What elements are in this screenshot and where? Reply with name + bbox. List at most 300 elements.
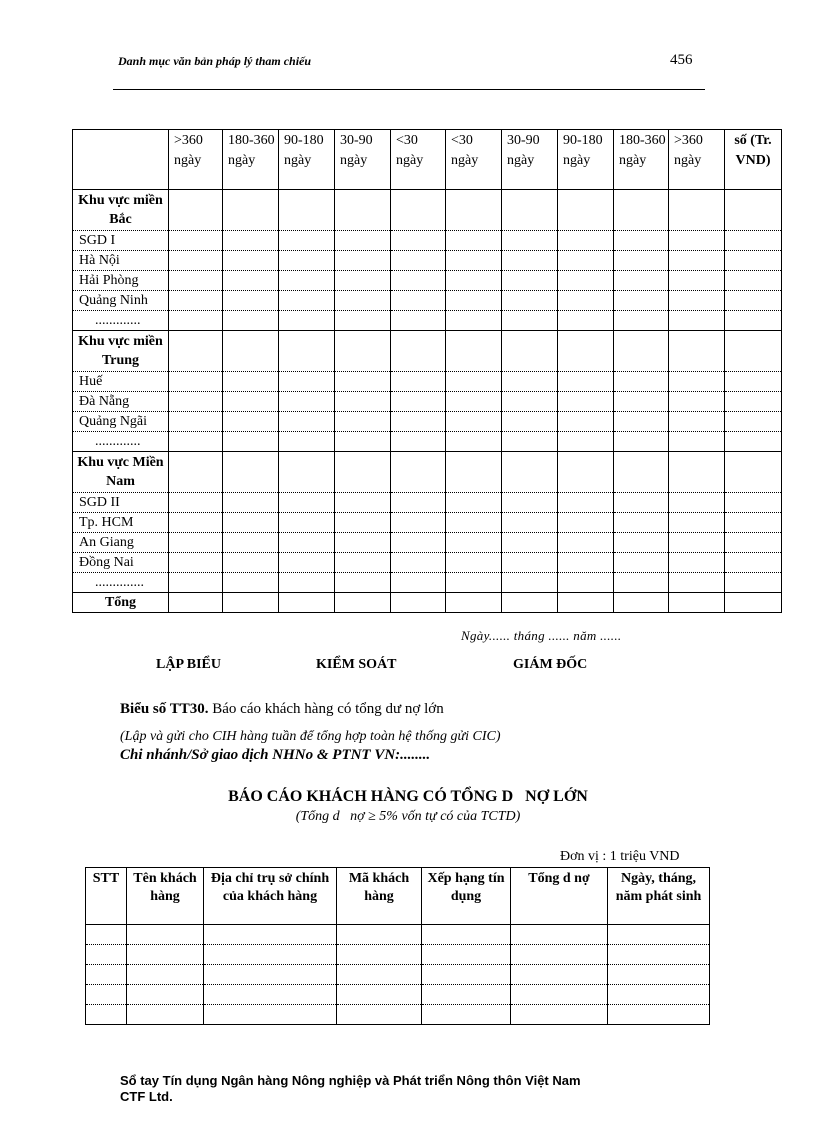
region-row xyxy=(73,331,782,372)
data-cell xyxy=(223,452,279,493)
page-number: 456 xyxy=(670,52,693,68)
header-divider xyxy=(113,89,705,90)
table-row xyxy=(86,965,710,985)
form-code: Biểu số TT30. xyxy=(120,701,209,717)
data-cell xyxy=(558,251,614,271)
data-cell xyxy=(725,372,782,392)
data-cell xyxy=(422,925,511,945)
data-cell xyxy=(446,553,502,573)
data-cell xyxy=(669,573,725,593)
branch-label: Hà Nội xyxy=(73,251,169,271)
data-cell xyxy=(391,432,446,452)
data-cell xyxy=(502,513,558,533)
data-cell xyxy=(391,291,446,311)
data-cell xyxy=(558,493,614,513)
region-row xyxy=(73,190,782,231)
data-cell xyxy=(725,190,782,231)
data-cell xyxy=(335,331,391,372)
branch-label: Đà Nẵng xyxy=(73,392,169,412)
data-cell xyxy=(223,311,279,331)
data-cell xyxy=(223,573,279,593)
data-cell xyxy=(446,331,502,372)
data-cell xyxy=(169,533,223,553)
data-cell xyxy=(502,412,558,432)
data-cell xyxy=(614,291,669,311)
table-row xyxy=(73,493,782,513)
data-cell xyxy=(169,331,223,372)
data-cell xyxy=(223,251,279,271)
data-cell xyxy=(614,251,669,271)
data-cell xyxy=(502,493,558,513)
data-cell xyxy=(279,412,335,432)
data-cell xyxy=(446,392,502,412)
data-cell xyxy=(169,432,223,452)
branch-label: Đồng Nai xyxy=(73,553,169,573)
table-row xyxy=(73,553,782,573)
data-cell xyxy=(558,331,614,372)
data-cell xyxy=(337,925,422,945)
data-cell xyxy=(279,291,335,311)
form-note: (Lập và gửi cho CIH hàng tuần để tổng hợp toàn hệ thống gửi CIC) xyxy=(120,729,501,744)
data-cell xyxy=(169,231,223,251)
data-cell xyxy=(725,271,782,291)
report-subtitle: (Tổng d nợ ≥ 5% vốn tự có của TCTD) xyxy=(295,809,521,824)
data-cell xyxy=(169,513,223,533)
data-cell xyxy=(391,271,446,291)
data-cell xyxy=(614,372,669,392)
data-cell xyxy=(558,553,614,573)
data-cell xyxy=(446,372,502,392)
table-row xyxy=(73,513,782,533)
table-row xyxy=(73,372,782,392)
data-cell xyxy=(391,553,446,573)
data-cell xyxy=(279,533,335,553)
data-cell xyxy=(669,251,725,271)
data-cell xyxy=(725,533,782,553)
data-cell xyxy=(204,985,337,1005)
data-cell xyxy=(279,271,335,291)
data-cell xyxy=(335,452,391,493)
data-cell xyxy=(502,452,558,493)
data-cell xyxy=(223,291,279,311)
branch-label: ............. xyxy=(73,311,169,331)
data-cell xyxy=(204,965,337,985)
data-cell xyxy=(335,493,391,513)
large-debtor-table xyxy=(85,867,710,1025)
data-cell xyxy=(725,593,782,613)
data-cell xyxy=(337,1005,422,1025)
column-header: 90-180 ngày xyxy=(279,130,335,190)
data-cell xyxy=(558,311,614,331)
total-label: Tổng xyxy=(73,593,169,613)
data-cell xyxy=(614,412,669,432)
data-cell xyxy=(335,573,391,593)
data-cell xyxy=(391,573,446,593)
table-row xyxy=(73,291,782,311)
data-cell xyxy=(669,513,725,533)
data-cell xyxy=(502,372,558,392)
data-cell xyxy=(725,251,782,271)
data-cell xyxy=(725,513,782,533)
data-cell xyxy=(204,925,337,945)
data-cell xyxy=(669,432,725,452)
data-cell xyxy=(279,372,335,392)
data-cell xyxy=(725,311,782,331)
data-cell xyxy=(502,331,558,372)
data-cell xyxy=(223,231,279,251)
data-cell xyxy=(669,231,725,251)
data-cell xyxy=(669,190,725,231)
data-cell xyxy=(223,392,279,412)
form-title-text: Báo cáo khách hàng có tổng dư nợ lớn xyxy=(212,701,444,717)
data-cell xyxy=(614,533,669,553)
data-cell xyxy=(335,372,391,392)
data-cell xyxy=(725,493,782,513)
data-cell xyxy=(614,573,669,593)
table-row xyxy=(73,311,782,331)
table-row xyxy=(73,533,782,553)
data-cell xyxy=(279,331,335,372)
data-cell xyxy=(279,190,335,231)
data-cell xyxy=(422,965,511,985)
data-cell xyxy=(335,271,391,291)
data-cell xyxy=(169,573,223,593)
branch-label: Quảng Ngãi xyxy=(73,412,169,432)
data-cell xyxy=(511,985,608,1005)
branch-label: Tp. HCM xyxy=(73,513,169,533)
data-cell xyxy=(86,985,127,1005)
branch-label: Quảng Ninh xyxy=(73,291,169,311)
data-cell xyxy=(279,593,335,613)
data-cell xyxy=(669,412,725,432)
data-cell xyxy=(169,392,223,412)
data-cell xyxy=(614,553,669,573)
data-cell xyxy=(127,985,204,1005)
footer-line-2: CTF Ltd. xyxy=(120,1089,173,1104)
footer xyxy=(120,1073,581,1105)
data-cell xyxy=(608,965,710,985)
table-row xyxy=(73,432,782,452)
data-cell xyxy=(223,493,279,513)
column-header: Xếp hạng tín dụng xyxy=(422,868,511,925)
data-cell xyxy=(669,291,725,311)
table-row xyxy=(73,271,782,291)
data-cell xyxy=(169,271,223,291)
data-cell xyxy=(446,432,502,452)
column-header: 90-180 ngày xyxy=(558,130,614,190)
data-cell xyxy=(446,573,502,593)
data-cell xyxy=(391,372,446,392)
data-cell xyxy=(725,553,782,573)
table-header-row xyxy=(86,868,710,925)
data-cell xyxy=(391,593,446,613)
signature-prepared-by: LẬP BIỂU xyxy=(156,657,221,672)
data-cell xyxy=(446,493,502,513)
branch-label: Hải Phòng xyxy=(73,271,169,291)
column-header: số (Tr. VND) xyxy=(725,130,782,190)
data-cell xyxy=(279,553,335,573)
data-cell xyxy=(558,392,614,412)
data-cell xyxy=(511,965,608,985)
column-header: STT xyxy=(86,868,127,925)
data-cell xyxy=(169,311,223,331)
data-cell xyxy=(558,452,614,493)
data-cell xyxy=(391,412,446,432)
data-cell xyxy=(446,291,502,311)
data-cell xyxy=(446,412,502,432)
column-header: 180-360 ngày xyxy=(223,130,279,190)
data-cell xyxy=(223,533,279,553)
column-header: Mã khách hàng xyxy=(337,868,422,925)
branch-label: An Giang xyxy=(73,533,169,553)
branch-label: SGD II xyxy=(73,493,169,513)
data-cell xyxy=(502,251,558,271)
data-cell xyxy=(335,190,391,231)
column-header: <30 ngày xyxy=(446,130,502,190)
table-row xyxy=(73,412,782,432)
table-row xyxy=(86,945,710,965)
data-cell xyxy=(558,190,614,231)
data-cell xyxy=(279,231,335,251)
branch-label: SGD I xyxy=(73,231,169,251)
data-cell xyxy=(127,965,204,985)
data-cell xyxy=(614,190,669,231)
data-cell xyxy=(169,452,223,493)
data-cell xyxy=(86,965,127,985)
column-header: Tổng d nợ xyxy=(511,868,608,925)
data-cell xyxy=(502,573,558,593)
data-cell xyxy=(279,432,335,452)
data-cell xyxy=(223,432,279,452)
data-cell xyxy=(614,331,669,372)
region-row xyxy=(73,452,782,493)
data-cell xyxy=(223,190,279,231)
data-cell xyxy=(502,533,558,553)
data-cell xyxy=(335,291,391,311)
data-cell xyxy=(204,1005,337,1025)
table-row xyxy=(86,1005,710,1025)
data-cell xyxy=(558,291,614,311)
data-cell xyxy=(502,311,558,331)
data-cell xyxy=(614,271,669,291)
data-cell xyxy=(335,593,391,613)
data-cell xyxy=(558,593,614,613)
table-row xyxy=(73,392,782,412)
data-cell xyxy=(725,392,782,412)
data-cell xyxy=(669,593,725,613)
data-cell xyxy=(725,412,782,432)
corner-cell xyxy=(73,130,169,190)
column-header: 180-360 ngày xyxy=(614,130,669,190)
branch-label: .............. xyxy=(73,573,169,593)
data-cell xyxy=(725,331,782,372)
data-cell xyxy=(335,513,391,533)
data-cell xyxy=(169,251,223,271)
table-row xyxy=(73,251,782,271)
data-cell xyxy=(279,392,335,412)
data-cell xyxy=(446,190,502,231)
signature-controlled-by: KIỂM SOÁT xyxy=(316,657,397,672)
footer-line-1: Sổ tay Tín dụng Ngân hàng Nông nghiệp và Phát triển Nông thôn Việt Nam xyxy=(120,1073,581,1088)
column-header: >360 ngày xyxy=(169,130,223,190)
data-cell xyxy=(502,291,558,311)
data-cell xyxy=(335,311,391,331)
data-cell xyxy=(169,553,223,573)
data-cell xyxy=(223,271,279,291)
column-header: 30-90 ngày xyxy=(335,130,391,190)
data-cell xyxy=(127,945,204,965)
data-cell xyxy=(335,231,391,251)
data-cell xyxy=(558,271,614,291)
total-row xyxy=(73,593,782,613)
data-cell xyxy=(669,493,725,513)
data-cell xyxy=(511,1005,608,1025)
data-cell xyxy=(608,925,710,945)
data-cell xyxy=(502,432,558,452)
data-cell xyxy=(279,311,335,331)
data-cell xyxy=(608,985,710,1005)
data-cell xyxy=(279,251,335,271)
data-cell xyxy=(446,452,502,493)
data-cell xyxy=(422,945,511,965)
data-cell xyxy=(337,985,422,1005)
column-header: >360 ngày xyxy=(669,130,725,190)
data-cell xyxy=(337,945,422,965)
data-cell xyxy=(86,945,127,965)
data-cell xyxy=(127,925,204,945)
data-cell xyxy=(725,432,782,452)
data-cell xyxy=(725,573,782,593)
data-cell xyxy=(335,251,391,271)
column-header: 30-90 ngày xyxy=(502,130,558,190)
region-label: Khu vực Miền Nam xyxy=(73,452,169,493)
data-cell xyxy=(502,271,558,291)
data-cell xyxy=(669,533,725,553)
table-row xyxy=(86,985,710,1005)
data-cell xyxy=(279,452,335,493)
data-cell xyxy=(391,533,446,553)
branch-label: ............. xyxy=(73,432,169,452)
data-cell xyxy=(279,513,335,533)
column-header: <30 ngày xyxy=(391,130,446,190)
data-cell xyxy=(669,331,725,372)
data-cell xyxy=(169,493,223,513)
data-cell xyxy=(169,190,223,231)
data-cell xyxy=(169,412,223,432)
data-cell xyxy=(558,231,614,251)
data-cell xyxy=(669,452,725,493)
data-cell xyxy=(391,452,446,493)
data-cell xyxy=(335,412,391,432)
data-cell xyxy=(391,513,446,533)
data-cell xyxy=(558,573,614,593)
data-cell xyxy=(558,513,614,533)
data-cell xyxy=(446,251,502,271)
data-cell xyxy=(446,231,502,251)
data-cell xyxy=(223,553,279,573)
table-row xyxy=(73,231,782,251)
report-title: BÁO CÁO KHÁCH HÀNG CÓ TỔNG D NỢ LỚN xyxy=(228,788,588,805)
form-branch: Chi nhánh/Sở giao dịch NHNo & PTNT VN:........ xyxy=(120,747,431,763)
data-cell xyxy=(223,372,279,392)
data-cell xyxy=(725,231,782,251)
data-cell xyxy=(446,533,502,553)
data-cell xyxy=(614,493,669,513)
data-cell xyxy=(223,412,279,432)
data-cell xyxy=(614,392,669,412)
data-cell xyxy=(614,311,669,331)
form-title xyxy=(120,701,444,718)
data-cell xyxy=(279,493,335,513)
data-cell xyxy=(335,392,391,412)
data-cell xyxy=(337,965,422,985)
data-cell xyxy=(169,372,223,392)
data-cell xyxy=(422,1005,511,1025)
data-cell xyxy=(502,593,558,613)
data-cell xyxy=(511,945,608,965)
data-cell xyxy=(391,251,446,271)
data-cell xyxy=(279,573,335,593)
data-cell xyxy=(502,392,558,412)
table-row xyxy=(86,925,710,945)
data-cell xyxy=(608,1005,710,1025)
data-cell xyxy=(446,593,502,613)
data-cell xyxy=(502,553,558,573)
data-cell xyxy=(86,925,127,945)
data-cell xyxy=(558,533,614,553)
data-cell xyxy=(223,331,279,372)
data-cell xyxy=(725,452,782,493)
data-cell xyxy=(391,311,446,331)
data-cell xyxy=(614,593,669,613)
branch-label: Huế xyxy=(73,372,169,392)
data-cell xyxy=(169,593,223,613)
column-header: Ngày, tháng, năm phát sinh xyxy=(608,868,710,925)
region-label: Khu vực miền Trung xyxy=(73,331,169,372)
data-cell xyxy=(391,331,446,372)
data-cell xyxy=(558,412,614,432)
region-label: Khu vực miền Bắc xyxy=(73,190,169,231)
data-cell xyxy=(391,493,446,513)
running-header-title: Danh mục văn bản pháp lý tham chiếu xyxy=(118,54,312,68)
data-cell xyxy=(204,945,337,965)
column-header: Địa chỉ trụ sở chính của khách hàng xyxy=(204,868,337,925)
unit-label: Đơn vị : 1 triệu VND xyxy=(560,849,680,864)
data-cell xyxy=(335,432,391,452)
data-cell xyxy=(669,392,725,412)
table-header-row xyxy=(73,130,782,190)
data-cell xyxy=(614,452,669,493)
data-cell xyxy=(127,1005,204,1025)
data-cell xyxy=(502,190,558,231)
data-cell xyxy=(391,392,446,412)
data-cell xyxy=(223,593,279,613)
data-cell xyxy=(335,533,391,553)
debt-by-region-table xyxy=(72,129,782,613)
data-cell xyxy=(669,311,725,331)
data-cell xyxy=(502,231,558,251)
table-row xyxy=(73,573,782,593)
data-cell xyxy=(446,311,502,331)
data-cell xyxy=(614,513,669,533)
data-cell xyxy=(391,190,446,231)
column-header: Tên khách hàng xyxy=(127,868,204,925)
data-cell xyxy=(446,513,502,533)
data-cell xyxy=(669,553,725,573)
data-cell xyxy=(669,271,725,291)
date-line: Ngày...... tháng ...... năm ...... xyxy=(461,628,622,643)
data-cell xyxy=(669,372,725,392)
